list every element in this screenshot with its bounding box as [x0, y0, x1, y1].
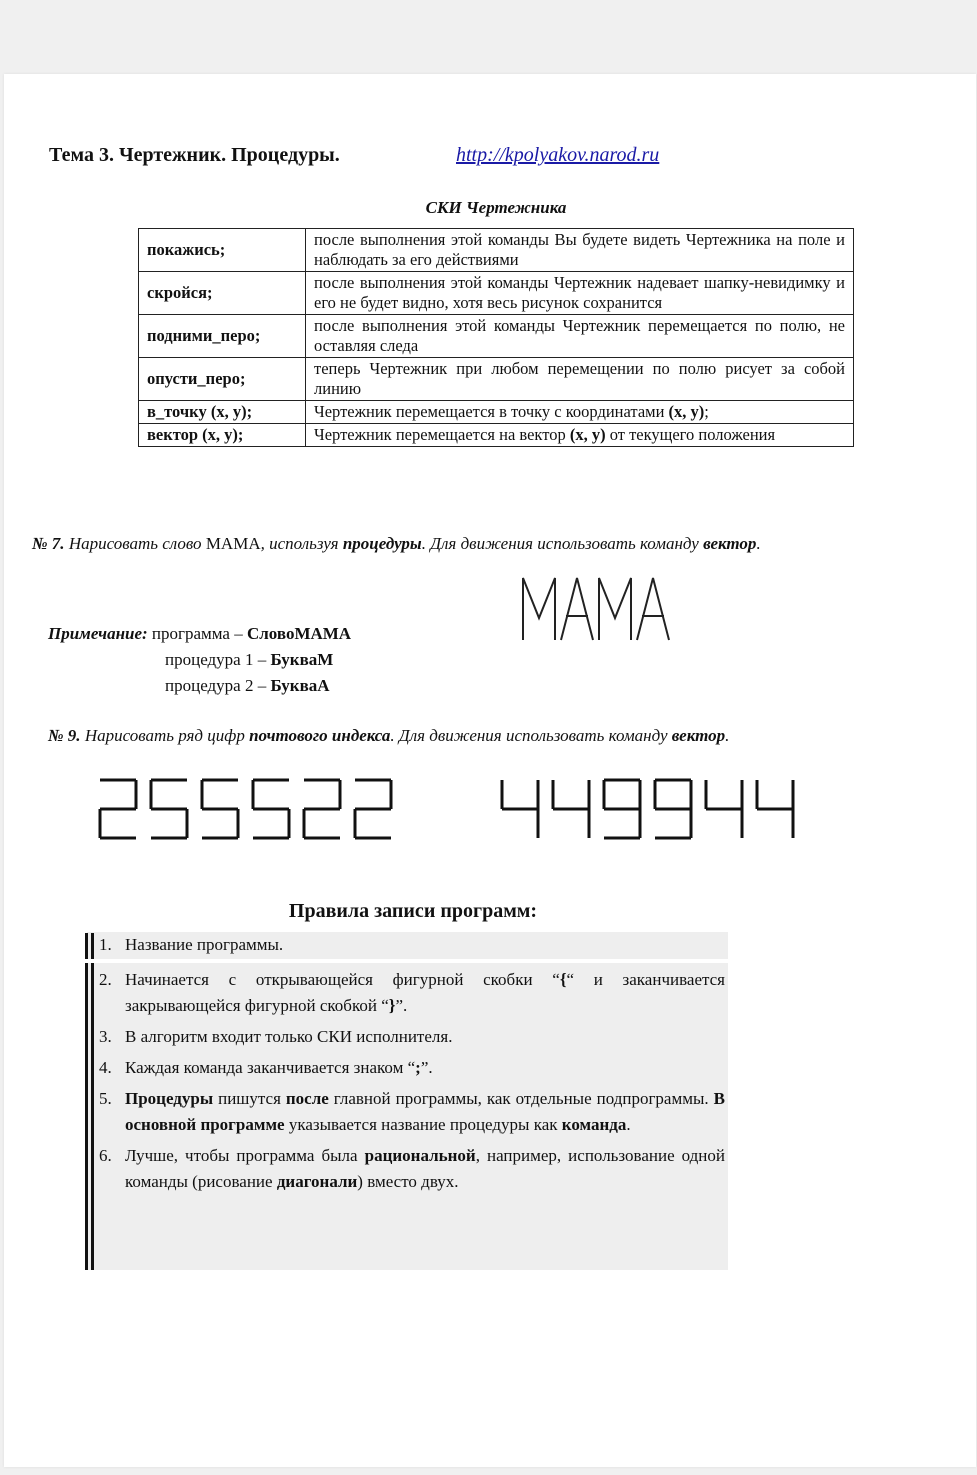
digit-2 [355, 780, 391, 838]
list-item: 5. Процедуры пишутся после главной программы, как отдельные подпрограммы. В основной программе указывается название процедуры как команда. [99, 1089, 725, 1134]
list-item: 6. Лучше, чтобы программа была рациональной, например, использование одной команды (рисование диагонали) вместо двух. [99, 1146, 726, 1191]
command-cell: вектор (x, y); [139, 424, 306, 447]
task-7-text: № 7. Нарисовать слово МАМА, используя процедуры. Для движения использовать команду вектор. [32, 534, 761, 553]
table-row [139, 229, 854, 272]
letter-m [523, 578, 555, 640]
rules-border-bar [85, 963, 88, 1270]
digit-4 [553, 780, 589, 838]
task-9-text: № 9. Нарисовать ряд цифр почтового индекса. Для движения использовать команду вектор. [48, 726, 730, 745]
table-row [139, 315, 854, 358]
postal-digits-drawing [90, 778, 810, 840]
digit-4 [706, 780, 742, 838]
mama-drawing [519, 574, 679, 646]
note-line-1: Примечание: программа – СловоМАМА [48, 624, 352, 643]
site-link[interactable]: http://kpolyakov.narod.ru [456, 144, 660, 166]
description-cell: после выполнения этой команды Вы будете видеть Чертежника на поле и наблюдать за его действиями [306, 229, 854, 272]
table-row [139, 272, 854, 315]
digit-4 [502, 780, 538, 838]
rules-list [99, 932, 725, 1200]
description-cell: Чертежник перемещается в точку с координатами (x, y); [306, 401, 854, 424]
rules-border-bar [91, 963, 94, 1270]
document-page [4, 74, 976, 1467]
list-item: 4. Каждая команда заканчивается знаком “;”. [99, 1058, 433, 1077]
description-cell: после выполнения этой команды Чертежник надевает шапку-невидимку и его не будет видно, хотя весь рисунок сохранится [306, 272, 854, 315]
list-item: 3. В алгоритм входит только СКИ исполнителя. [99, 1027, 453, 1046]
note-line-2: процедура 1 – БукваМ [165, 650, 334, 669]
digit-5 [253, 780, 289, 838]
digit-5 [151, 780, 187, 838]
table-row [139, 358, 854, 401]
digit-2 [304, 780, 340, 838]
ski-table-title: СКИ Чертежника [425, 198, 567, 217]
description-cell: Чертежник перемещается на вектор (x, y) от текущего положения [306, 424, 854, 447]
description-cell: теперь Чертежник при любом перемещении по полю рисует за собой линию [306, 358, 854, 401]
letter-a [561, 578, 593, 640]
letter-m [599, 578, 631, 640]
table-row [139, 401, 854, 424]
list-item: 1. Название программы. [99, 935, 284, 954]
ski-table [138, 228, 854, 447]
rules-border-bar [85, 933, 88, 959]
command-cell: опусти_перо; [139, 358, 306, 401]
table-row [139, 424, 854, 447]
rules-title: Правила записи программ: [288, 900, 538, 922]
command-cell: покажись; [139, 229, 306, 272]
rules-border-bar [91, 933, 94, 959]
digit-4 [757, 780, 793, 838]
digit-2 [100, 780, 136, 838]
digit-9 [655, 780, 691, 838]
digit-5 [202, 780, 238, 838]
note-line-3: процедура 2 – БукваА [165, 676, 330, 695]
page-title: Тема 3. Чертежник. Процедуры. [49, 144, 340, 166]
letter-a [637, 578, 669, 640]
command-cell: в_точку (x, y); [139, 401, 306, 424]
command-cell: подними_перо; [139, 315, 306, 358]
list-item: 2. Начинается с открывающейся фигурной скобки “{“ и заканчивается закрывающейся фигурной скобкой “}”. [99, 970, 725, 1015]
digit-9 [604, 780, 640, 838]
description-cell: после выполнения этой команды Чертежник перемещается по полю, не оставляя следа [306, 315, 854, 358]
command-cell: скройся; [139, 272, 306, 315]
